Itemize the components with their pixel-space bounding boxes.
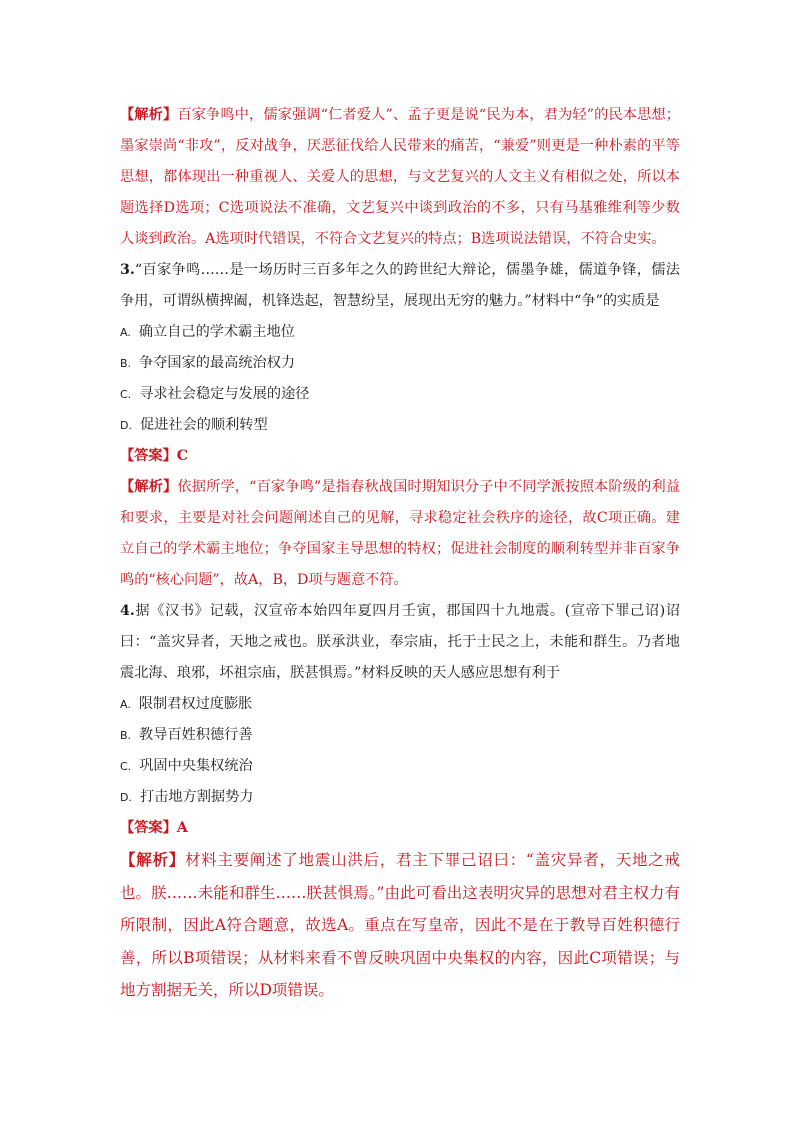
- analysis-q2: [120, 100, 680, 255]
- question-4-stem: [120, 596, 680, 689]
- question-number: 3.: [120, 262, 135, 278]
- analysis-tag: 【解析】: [120, 850, 185, 869]
- analysis-text: 依据所学，“百家争鸣”是指春秋战国时期知识分子中不同学派按照本阶级的利益和要求，主要是对社会问题阐述自己的见解，寻求稳定社会秩序的途径，故C项正确。建立自己的学术霸主地位；争夺国家主导思想的特权；促进社会制度的顺利转型并非百家争鸣的“核心问题”，故A，B，D项与题意不符。: [120, 479, 680, 588]
- option-b: B. 争夺国家的最高统治权力: [120, 355, 296, 371]
- option-d: D. 打击地方割据势力: [120, 789, 254, 805]
- option-a: A. 限制君权过度膨胀: [120, 696, 253, 712]
- answer-q3: 【答案】C: [120, 448, 189, 464]
- option-b: B. 教导百姓积德行善: [120, 727, 253, 743]
- question-text: 据《汉书》记载，汉宣帝本始四年夏四月壬寅，郡国四十九地震。(宣帝下罪己诏)诏曰：“盖灾异者，天地之戒也。朕承洪业，奉宗庙，托于士民之上，未能和群生。乃者地震北海、琅邪，坏祖宗庙，朕甚惧焉。”材料反映的天人感应思想有利于: [120, 603, 680, 681]
- analysis-text: 材料主要阐述了地震山洪后，君主下罪己诏曰：“盖灾异者，天地之戒也。朕……未能和群生……朕甚惧焉。”由此可看出这表明灾异的思想对君主权力有所限制，因此A符合题意，故选A。重点在写皇帝，因此不是在于教导百姓积德行善，所以B项错误；从材料来看不曾反映巩固中央集权的内容，因此C项错误；与地方割据无关，所以D项错误。: [120, 851, 680, 999]
- option-c: C. 寻求社会稳定与发展的途径: [120, 386, 310, 402]
- option-c: C. 巩固中央集权统治: [120, 758, 253, 774]
- question-text: “百家争鸣……是一场历时三百多年之久的跨世纪大辩论，儒墨争雄，儒道争锋，儒法争用，可谓纵横捭阖，机锋迭起，智慧纷呈，展现出无穷的魅力。”材料中“争”的实质是: [120, 262, 680, 309]
- analysis-q3: [120, 472, 680, 596]
- document-page: [120, 100, 680, 1007]
- analysis-q4: [120, 844, 680, 1007]
- answer-q4: 【答案】A: [120, 820, 188, 836]
- question-number: 4.: [120, 603, 135, 619]
- option-a: A. 确立自己的学术霸主地位: [120, 324, 295, 340]
- analysis-text: 百家争鸣中，儒家强调“仁者爱人”、孟子更是说“民为本，君为轻”的民本思想；墨家崇尚“非攻”，反对战争，厌恶征伐给人民带来的痛苦，“兼爱”则更是一种朴素的平等思想，都体现出一种重视人、关爱人的思想，与文艺复兴的人文主义有相似之处，所以本题选择D选项；C选项说法不准确，文艺复兴中谈到政治的不多，只有马基雅维利等少数人谈到政治。A选项时代错误，不符合文艺复兴的特点；B选项说法错误，不符合史实。: [120, 107, 680, 247]
- option-d: D. 促进社会的顺利转型: [120, 417, 268, 433]
- analysis-tag: 【解析】: [120, 107, 178, 123]
- question-3-stem: [120, 255, 680, 317]
- analysis-tag: 【解析】: [120, 479, 178, 495]
